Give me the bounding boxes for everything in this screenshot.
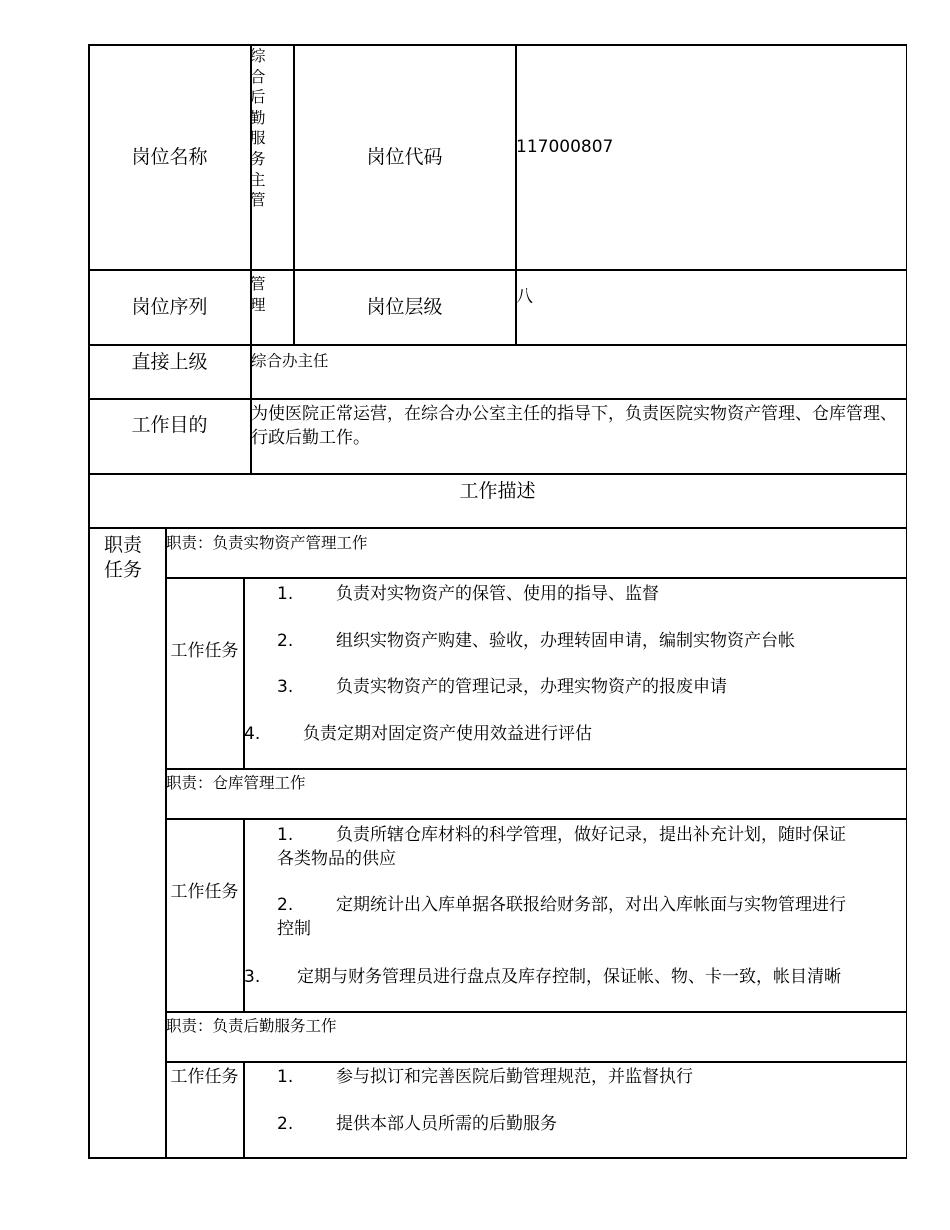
task-text: 负责实物资产的管理记录，办理实物资产的报废申请 [336, 677, 727, 697]
superior-value: 综合办主任 [251, 352, 329, 370]
task-number: 4. [244, 724, 261, 744]
border [165, 1011, 907, 1013]
task-text: 定期统计出入库单据各联报给财务部，对出入库帐面与实物管理进行 [336, 895, 846, 915]
superior-label: 直接上级 [131, 350, 208, 373]
duties-label: 职责任务 [104, 534, 143, 581]
border [88, 398, 907, 400]
position-name-value: 综合后勤服务主管 [250, 47, 266, 210]
task-item [277, 583, 659, 605]
task-number: 2. [277, 631, 294, 651]
duty-title: 职责：负责后勤服务工作 [166, 1017, 337, 1035]
border [165, 527, 167, 1158]
task-item [244, 966, 841, 988]
task-item [277, 824, 846, 846]
duty-title: 职责：负责实物资产管理工作 [166, 534, 368, 552]
task-item [277, 676, 727, 698]
duty-title: 职责：仓库管理工作 [166, 774, 306, 792]
position-level-label: 岗位层级 [366, 295, 443, 318]
task-item [244, 723, 592, 745]
task-text: 负责定期对固定资产使用效益进行评估 [303, 724, 592, 744]
purpose-label: 工作目的 [131, 413, 208, 436]
position-code-value: 117000807 [516, 137, 614, 157]
task-label: 工作任务 [170, 641, 239, 661]
position-code-label: 岗位代码 [366, 145, 443, 168]
task-label: 工作任务 [170, 1067, 239, 1087]
task-number: 3. [244, 967, 261, 987]
task-item-continued: 各类物品的供应 [277, 849, 396, 869]
task-item [277, 630, 795, 652]
border [88, 1157, 907, 1159]
border [165, 818, 907, 820]
task-number: 1. [277, 825, 294, 845]
position-level-value: 八 [516, 287, 533, 307]
position-series-label: 岗位序列 [131, 295, 208, 318]
task-item [277, 1066, 693, 1088]
border [243, 1061, 245, 1158]
description-title: 工作描述 [459, 479, 536, 502]
task-text: 组织实物资产购建、验收，办理转固申请，编制实物资产台帐 [336, 631, 795, 651]
task-item-continued: 控制 [277, 919, 311, 939]
task-text: 负责对实物资产的保管、使用的指导、监督 [336, 584, 659, 604]
task-number: 2. [277, 895, 294, 915]
task-number: 3. [277, 677, 294, 697]
task-number: 1. [277, 584, 294, 604]
task-number: 2. [277, 1114, 294, 1134]
task-text: 负责所辖仓库材料的科学管理，做好记录，提出补充计划，随时保证 [336, 825, 846, 845]
border [88, 527, 907, 529]
position-name-label: 岗位名称 [131, 145, 208, 168]
task-number: 1. [277, 1067, 294, 1087]
purpose-value: 为使医院正常运营，在综合办公室主任的指导下，负责医院实物资产管理、仓库管理、行政后勤工作。 [251, 404, 897, 448]
task-item [277, 1113, 557, 1135]
border [165, 577, 907, 579]
task-label: 工作任务 [170, 882, 239, 902]
task-text: 提供本部人员所需的后勤服务 [336, 1114, 557, 1134]
task-item [277, 894, 846, 916]
task-text: 定期与财务管理员进行盘点及库存控制，保证帐、物、卡一致，帐目清晰 [297, 967, 841, 987]
border [906, 44, 908, 1158]
border [165, 768, 907, 770]
position-series-value: 管理 [250, 275, 266, 314]
border [165, 1061, 907, 1063]
task-text: 参与拟订和完善医院后勤管理规范，并监督执行 [336, 1067, 693, 1087]
